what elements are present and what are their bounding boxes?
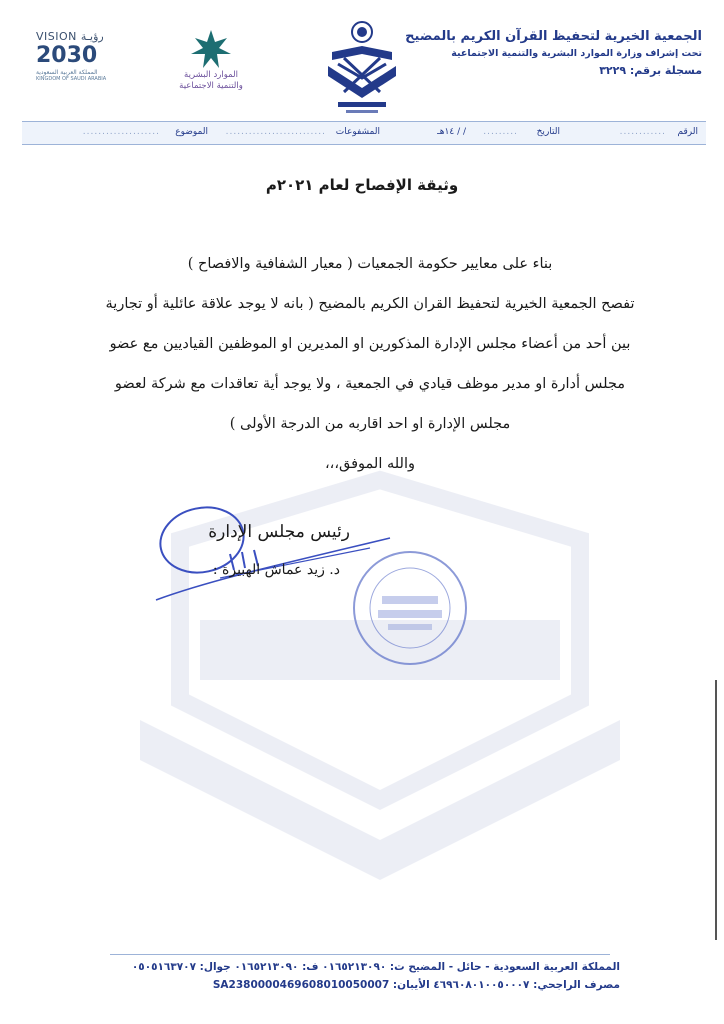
ref-date-dots: ......... [483,127,518,137]
organization-subtitle: تحت إشراف وزارة الموارد البشرية والتنمية الاجتماعية [451,48,702,59]
official-stamp-icon [350,548,470,668]
body-line-closing: والله الموفق،،، [324,456,416,472]
ref-subject-label: الموضوع [175,127,208,137]
body-line: مجلس الإدارة او احد اقاربه من الدرجة الأولى ) [229,416,511,432]
ref-attachments-dots: .......................... [225,127,326,137]
body-line: تفصح الجمعية الخيرية لتحفيظ القران الكريم بالمضيح ( بانه لا يوجد علاقة عائلية أو تجارية [105,296,635,312]
vision-word: VISION [36,30,77,43]
organization-name: الجمعية الخيرية لتحفيظ القرآن الكريم بالمضيح [405,29,702,44]
vision-2030-logo [36,30,136,82]
document-footer [90,958,620,994]
ref-number-dots: ............ [619,127,666,137]
vision-label [36,30,136,43]
document-body [60,244,680,484]
hr-ministry-line2: والتنمية الاجتماعية [179,81,243,91]
quran-society-logo-icon [318,18,406,118]
reference-bar [22,121,706,145]
ref-subject-dots: .................... [82,127,160,137]
signature-title: رئيس مجلس الإدارة [208,522,350,542]
ref-date-value: / / ١٤هـ [437,127,466,137]
document-title: وثيقة الإفصاح لعام ٢٠٢١م [265,176,459,194]
signature-name: د. زيد عماش الهبيرة : [212,562,340,578]
footer-address-line: المملكة العربية السعودية - حائل - المضيح ت: ٠١٦٥٢١٣٠٩٠ ف: ٠١٦٥٢١٣٠٩٠ جوال: ٠٥٠٥١٦٣٧٠٧ [131,961,620,973]
hr-ministry-logo [165,28,257,92]
vision-word-ar: رؤيـة [80,30,104,43]
vision-kingdom-en: KINGDOM OF SAUDI ARABIA [36,76,107,82]
body-line: مجلس أدارة او مدير موظف قيادي في الجمعية ، ولا يوجد أية تعاقدات مع شركة لعضو [114,376,626,392]
organization-header [405,28,702,80]
ref-date-label: التاريخ [536,127,560,137]
ref-number-label: الرقم [677,127,698,137]
body-line: بين أحد من أعضاء مجلس الإدارة المذكورين او المديرين او الموظفين القياديين مع عضو [109,336,631,352]
hr-ministry-emblem-icon [189,28,233,70]
scan-edge-mark-icon [714,680,720,940]
footer-divider [110,954,610,955]
vision-kingdom-ar: المملكة العربية السعودية [36,69,98,76]
footer-bank-line: مصرف الراجحي: ٤٦٩٦٠٨٠١٠٠٥٠٠٠٧ الأيبان: SA2380000469608010050007 [212,979,620,991]
hr-ministry-line1: الموارد البشرية [184,70,238,80]
body-line: بناء على معايير حكومة الجمعيات ( معيار الشفافية والافصاح ) [187,256,553,272]
ref-attachments-label: المشفوعات [335,127,380,137]
organization-registration: مسجلة برقم: ٣٢٢٩ [599,64,702,77]
vision-year: 2030 [36,43,98,68]
